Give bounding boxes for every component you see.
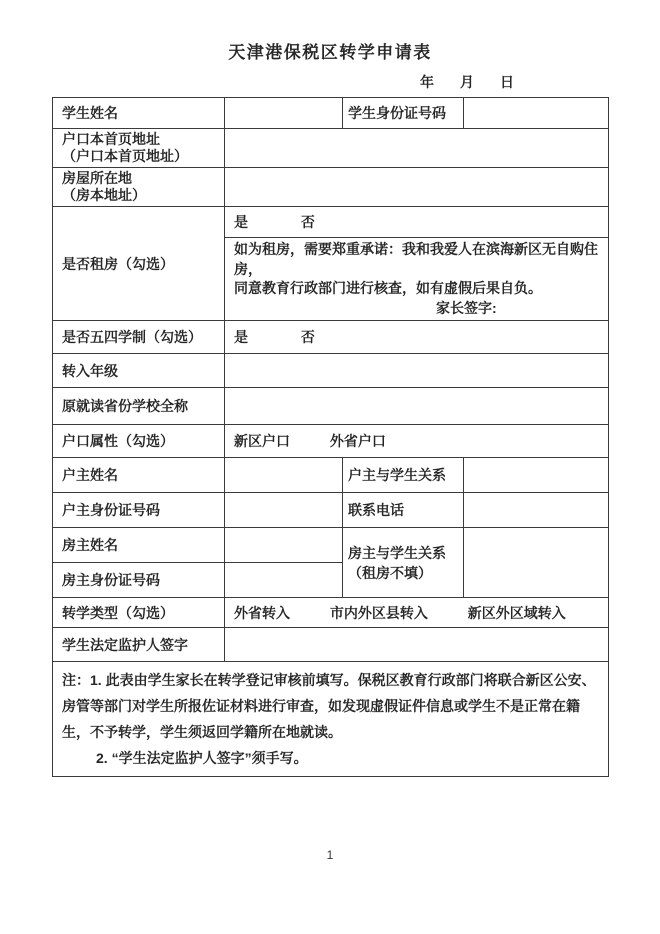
student-id-value-cell bbox=[464, 98, 609, 129]
five-four-label: 是否五四学制（勾选） bbox=[53, 321, 225, 354]
homeowner-relation-label-line1: 房主与学生关系 bbox=[348, 544, 446, 561]
guardian-signature-value-cell bbox=[225, 628, 609, 662]
pledge-line2: 同意教育行政部门进行核查，如有虚假后果自负。 bbox=[234, 280, 542, 296]
contact-phone-value-cell bbox=[464, 493, 609, 528]
hukou-address-label bbox=[53, 129, 225, 168]
notes-line3: 生，不予转学，学生须返回学籍所在地就读。 bbox=[62, 724, 342, 740]
page-number: 1 bbox=[326, 848, 334, 862]
renting-option-no: 否 bbox=[300, 214, 315, 230]
homeowner-id-value-cell bbox=[225, 563, 343, 598]
homeowner-relation-label-line2: （租房不填） bbox=[348, 564, 432, 581]
hukou-address-label-line2: （户口本首页地址） bbox=[62, 148, 188, 164]
hukou-type-label: 户口属性（勾选） bbox=[53, 425, 225, 458]
table-row bbox=[53, 388, 609, 425]
transfer-grade-label: 转入年级 bbox=[53, 354, 225, 388]
five-four-option-no: 否 bbox=[300, 329, 315, 345]
table-row bbox=[53, 493, 609, 528]
householder-name-label: 户主姓名 bbox=[53, 458, 225, 493]
student-name-value-cell bbox=[225, 98, 343, 129]
transfer-type-option-xinqu: 新区外区域转入 bbox=[467, 604, 566, 621]
notes-cell bbox=[53, 662, 609, 777]
form-title: 天津港保税区转学申请表 bbox=[228, 43, 432, 62]
homeowner-relation-label bbox=[343, 528, 464, 598]
hukou-address-value-cell bbox=[225, 129, 609, 168]
renting-pledge-cell bbox=[225, 238, 609, 321]
date-line bbox=[0, 72, 660, 92]
renting-option-yes: 是 bbox=[234, 214, 248, 230]
date-year-label: 年 bbox=[420, 74, 434, 90]
homeowner-id-label: 房主身份证号码 bbox=[53, 563, 225, 598]
householder-id-label: 户主身份证号码 bbox=[53, 493, 225, 528]
table-row bbox=[53, 528, 609, 563]
renting-label: 是否租房（勾选） bbox=[53, 207, 225, 321]
house-location-value-cell bbox=[225, 168, 609, 207]
table-row bbox=[53, 425, 609, 458]
date-month-label: 月 bbox=[460, 74, 474, 90]
notes-line1: 注：1. 此表由学生家长在转学登记审核前填写。保税区教育行政部门将联合新区公安、 bbox=[62, 672, 596, 688]
homeowner-relation-value-cell bbox=[464, 528, 609, 598]
pledge-line1: 如为租房，需要郑重承诺：我和我爱人在滨海新区无自购住房， bbox=[234, 241, 598, 277]
householder-relation-label: 户主与学生关系 bbox=[343, 458, 464, 493]
table-row bbox=[53, 598, 609, 628]
householder-name-value-cell bbox=[225, 458, 343, 493]
table-row bbox=[53, 628, 609, 662]
table-row bbox=[53, 458, 609, 493]
house-location-label-line1: 房屋所在地 bbox=[62, 170, 132, 186]
hukou-address-label-line1: 户口本首页地址 bbox=[62, 131, 160, 147]
table-row bbox=[53, 207, 609, 238]
transfer-grade-value-cell bbox=[225, 354, 609, 388]
parent-signature-label: 家长签字: bbox=[436, 299, 497, 316]
student-id-label: 学生身份证号码 bbox=[343, 98, 464, 129]
notes-line2: 房管等部门对学生所报佐证材料进行审查，如发现虚假证件信息或学生不是正常在籍 bbox=[62, 698, 580, 714]
transfer-type-option-waisheng: 外省转入 bbox=[234, 604, 290, 621]
date-day-label: 日 bbox=[500, 74, 514, 90]
five-four-option-yes: 是 bbox=[234, 329, 248, 345]
hukou-type-options-cell bbox=[225, 425, 609, 458]
house-location-label bbox=[53, 168, 225, 207]
table-row bbox=[53, 129, 609, 168]
table-row bbox=[53, 662, 609, 777]
transfer-type-option-shinei: 市内外区县转入 bbox=[329, 604, 428, 621]
student-name-label: 学生姓名 bbox=[53, 98, 225, 129]
table-row bbox=[53, 168, 609, 207]
five-four-options-cell bbox=[225, 321, 609, 354]
house-location-label-line2: （房本地址） bbox=[62, 187, 146, 203]
table-row bbox=[53, 354, 609, 388]
hukou-type-option-waisheng: 外省户口 bbox=[329, 433, 386, 449]
previous-school-label: 原就读省份学校全称 bbox=[53, 388, 225, 425]
table-row bbox=[53, 321, 609, 354]
contact-phone-label: 联系电话 bbox=[343, 493, 464, 528]
homeowner-name-value-cell bbox=[225, 528, 343, 563]
previous-school-value-cell bbox=[225, 388, 609, 425]
hukou-type-option-xinqu: 新区户口 bbox=[234, 433, 290, 449]
guardian-signature-label: 学生法定监护人签字 bbox=[53, 628, 225, 662]
notes-line4: 2. “学生法定监护人签字”须手写。 bbox=[96, 750, 308, 766]
householder-id-value-cell bbox=[225, 493, 343, 528]
renting-options-cell bbox=[225, 207, 609, 238]
transfer-type-label: 转学类型（勾选） bbox=[53, 598, 225, 628]
transfer-type-options-cell bbox=[225, 598, 609, 628]
householder-relation-value-cell bbox=[464, 458, 609, 493]
table-row bbox=[53, 98, 609, 129]
homeowner-name-label: 房主姓名 bbox=[53, 528, 225, 563]
transfer-application-table bbox=[52, 97, 609, 777]
